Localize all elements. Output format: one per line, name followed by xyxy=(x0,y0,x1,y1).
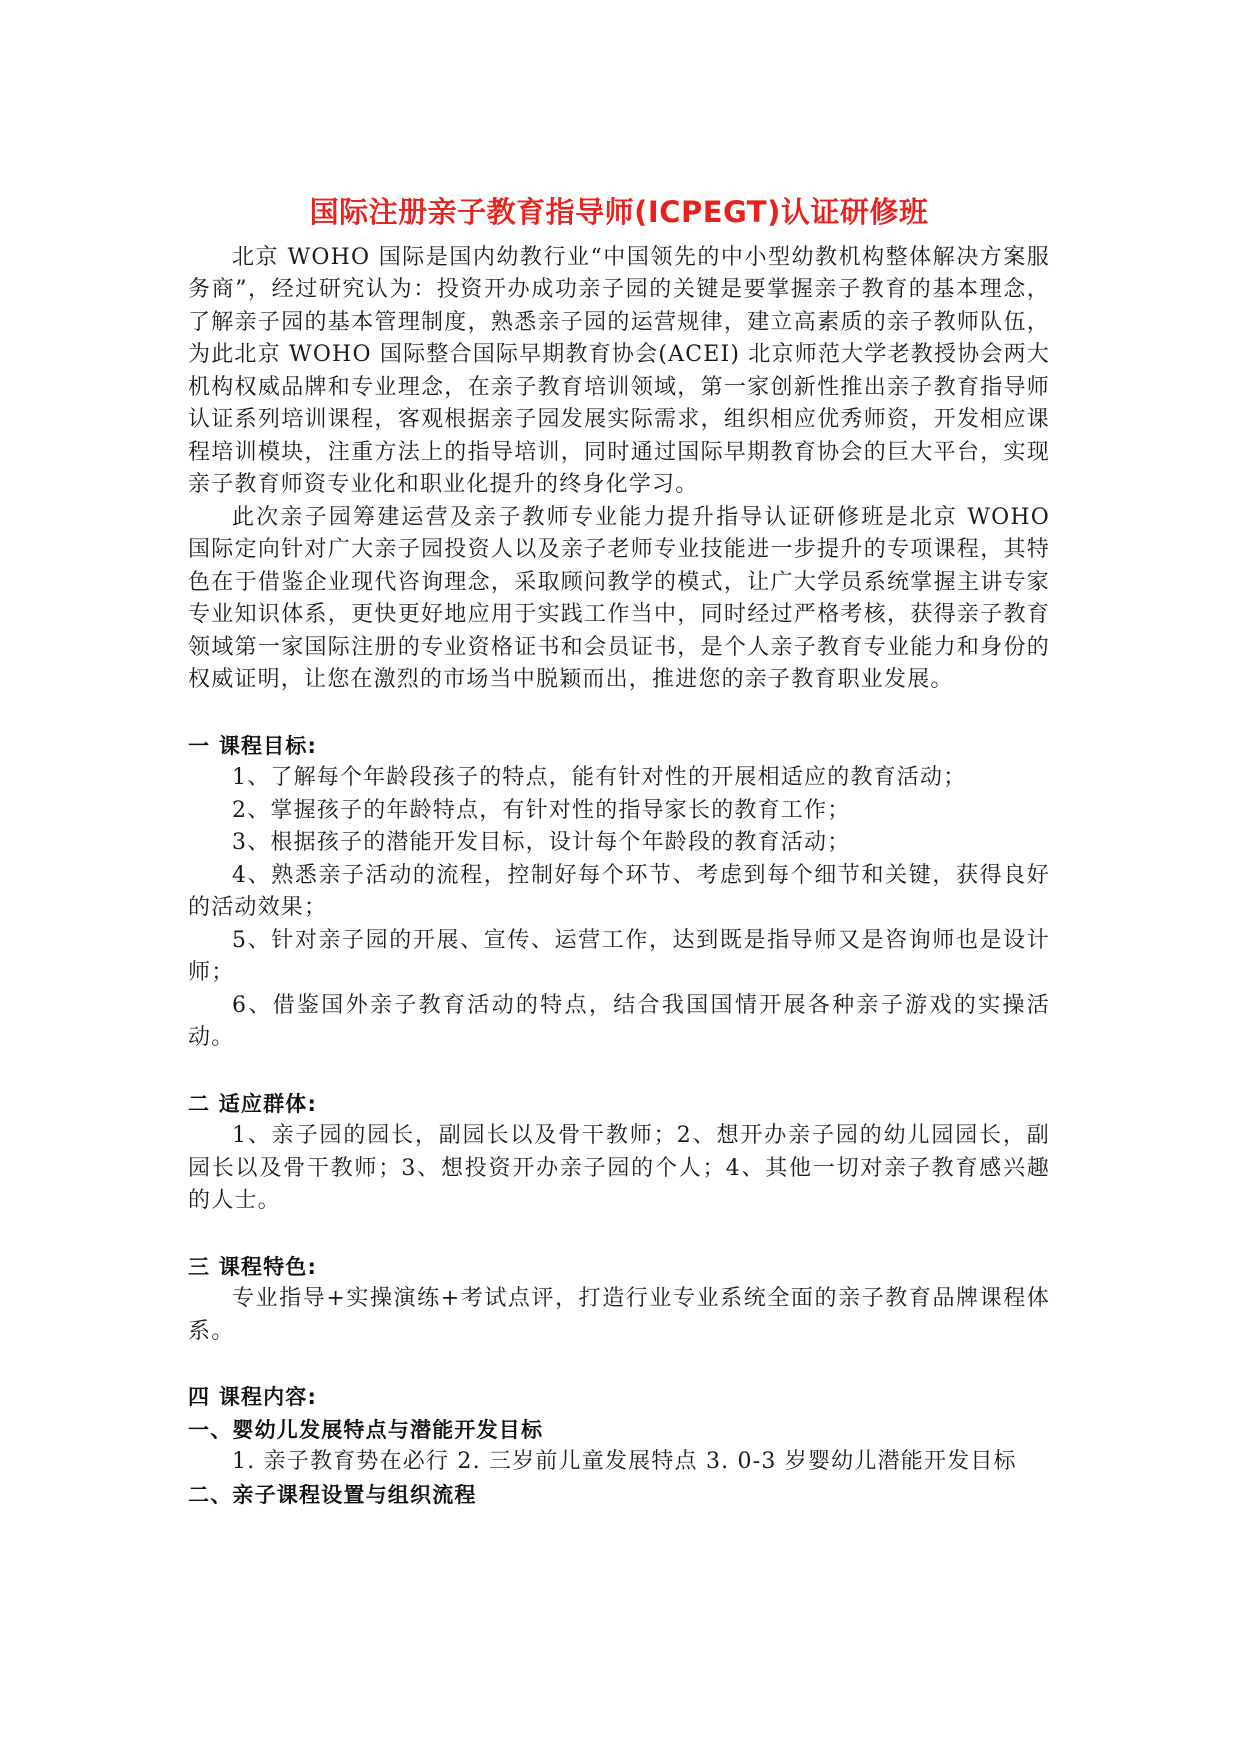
content-subheading-2: 二、亲子课程设置与组织流程 xyxy=(188,1482,477,1507)
spacer xyxy=(188,1348,1050,1381)
intro-paragraph-1: 北京 WOHO 国际是国内幼教行业“中国领先的中小型幼教机构整体解决方案服务商”，经过研究认为：投资开办成功亲子园的关键是要掌握亲子教育的基本理念，了解亲子园的基本管理制度，熟悉亲子园的运营规律，建立高素质的亲子教师队伍，为此北京 WOHO 国际整合国际早期教育协会(ACEI) 北京师范大学老教授协会两大机构权威品牌和专业理念，在亲子教育培训领域，第一家创新性推出亲子教育指导师认证系列培训课程，客观根据亲子园发展实际需求，组织相应优秀师资，开发相应课程培训模块，注重方法上的指导培训，同时通过国际早期教育协会的巨大平台，实现亲子教育师资专业化和职业化提升的终身化学习。 xyxy=(188,244,1050,498)
section-heading-goals: 一 课程目标: xyxy=(188,733,318,758)
section-heading-content: 四 课程内容: xyxy=(188,1385,318,1410)
document-body xyxy=(188,180,1050,1511)
goal-item: 3、根据孩子的潜能开发目标，设计每个年龄段的教育活动； xyxy=(232,830,851,856)
goal-item: 2、掌握孩子的年龄特点，有针对性的指导家长的教育工作； xyxy=(232,797,851,823)
goal-item: 6、借鉴国外亲子教育活动的特点，结合我国国情开展各种亲子游戏的实操活动。 xyxy=(188,992,1050,1051)
goal-item: 5、针对亲子园的开展、宣传、运营工作，达到既是指导师又是咨询师也是设计师； xyxy=(188,927,1050,986)
section-heading-features: 三 课程特色: xyxy=(188,1254,318,1279)
section-heading-audience: 二 适应群体: xyxy=(188,1091,318,1116)
spacer xyxy=(188,1055,1050,1088)
audience-text: 1、亲子园的园长，副园长以及骨干教师；2、想开办亲子园的幼儿园园长，副园长以及骨干教师；3、想投资开办亲子园的个人；4、其他一切对亲子教育感兴趣的人士。 xyxy=(188,1123,1050,1214)
goal-item: 4、熟悉亲子活动的流程，控制好每个环节、考虑到每个细节和关键，获得良好的活动效果； xyxy=(188,862,1050,921)
document-title: 国际注册亲子教育指导师(ICPEGT)认证研修班 xyxy=(309,195,929,229)
goal-item: 1、了解每个年龄段孩子的特点，能有针对性的开展相适应的教育活动； xyxy=(232,765,967,791)
spacer xyxy=(188,697,1050,730)
content-subtext-1: 1. 亲子教育势在必行 2. 三岁前儿童发展特点 3. 0-3 岁婴幼儿潜能开发目标 xyxy=(232,1449,1017,1475)
intro-paragraph-2: 此次亲子园筹建运营及亲子教师专业能力提升指导认证研修班是北京 WOHO 国际定向针对广大亲子园投资人以及亲子老师专业技能进一步提升的专项课程，其特色在于借鉴企业现代咨询理念，采取顾问教学的模式，让广大学员系统掌握主讲专家专业知识体系，更快更好地应用于实践工作当中，同时经过严格考核，获得亲子教育领域第一家国际注册的专业资格证书和会员证书，是个人亲子教育专业能力和身份的权威证明，让您在激烈的市场当中脱颖而出，推进您的亲子教育职业发展。 xyxy=(188,504,1050,693)
goals-list xyxy=(188,762,1050,1055)
content-subheading-1: 一、婴幼儿发展特点与潜能开发目标 xyxy=(188,1417,544,1442)
features-text: 专业指导+实操演练+考试点评，打造行业专业系统全面的亲子教育品牌课程体系。 xyxy=(188,1286,1050,1344)
spacer xyxy=(188,1218,1050,1251)
